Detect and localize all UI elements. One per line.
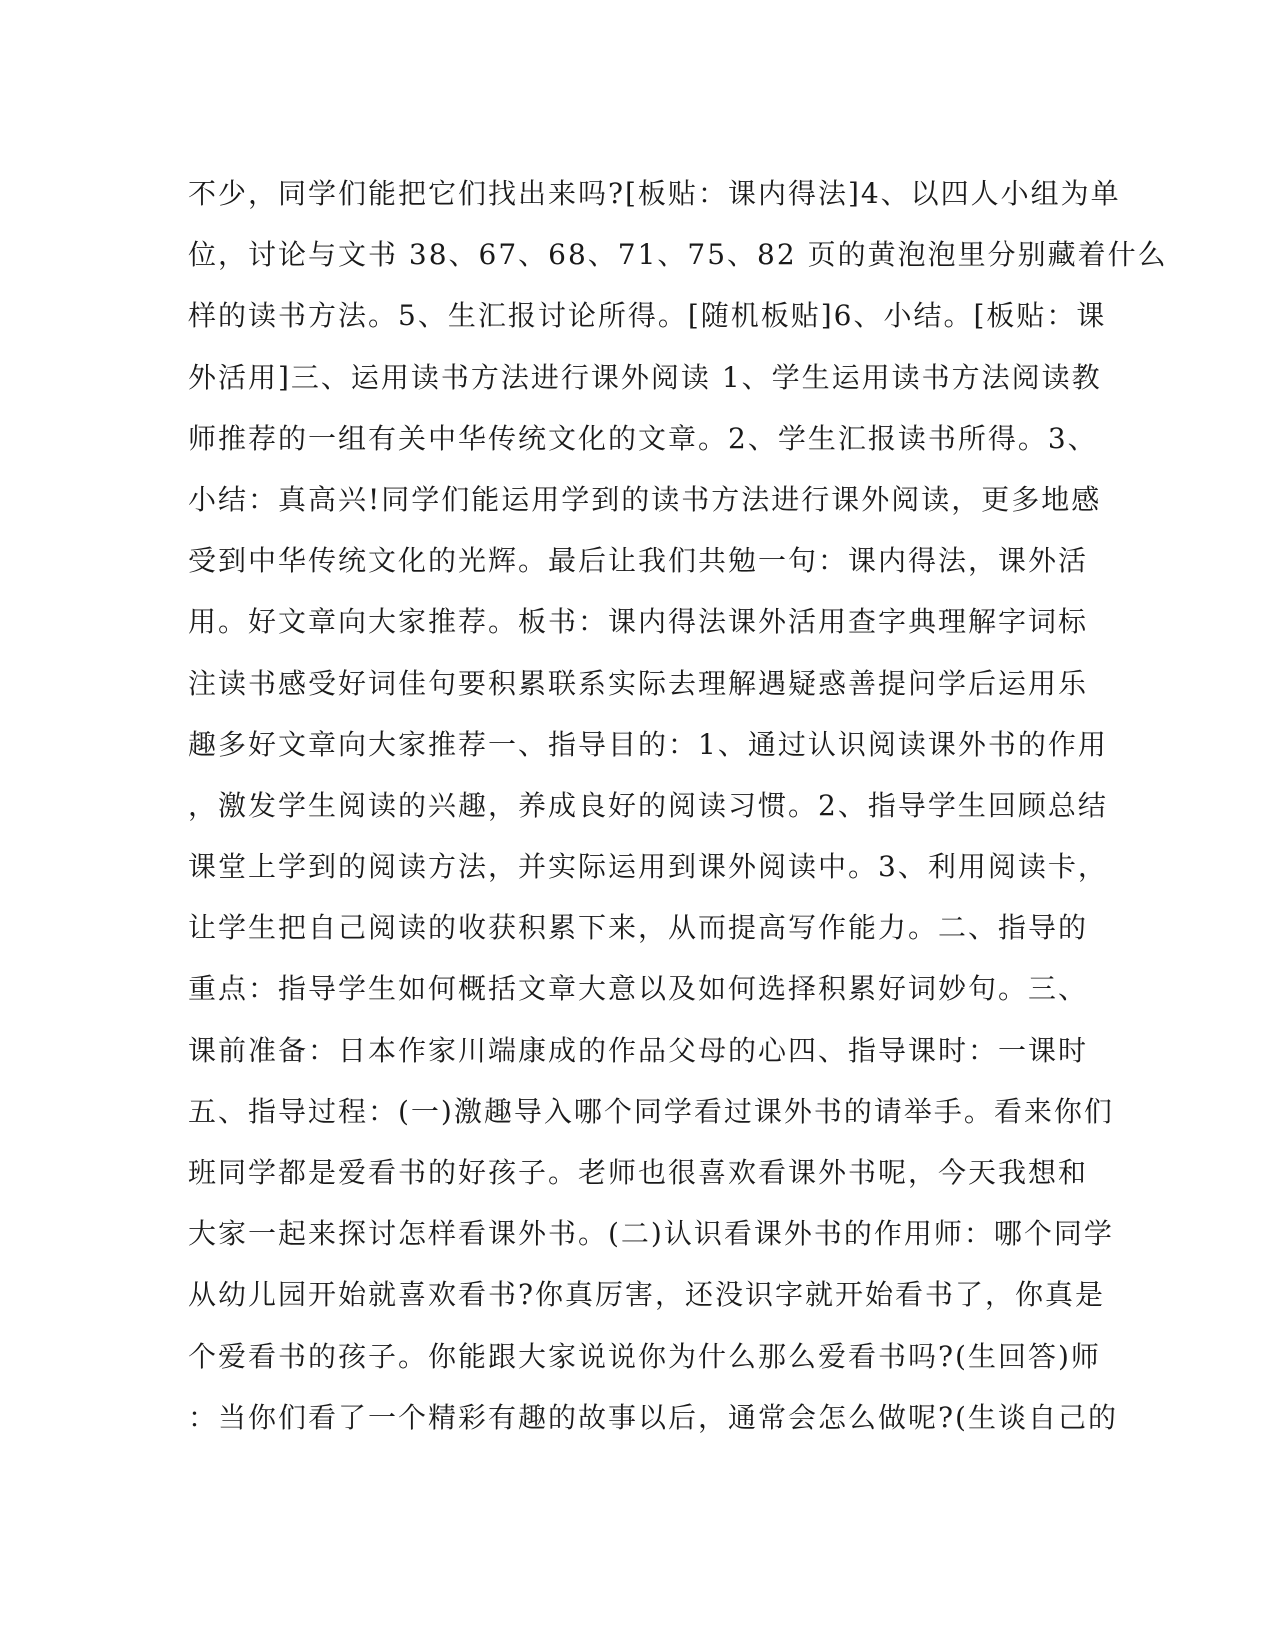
text-line: 重点：指导学生如何概括文章大意以及如何选择积累好词妙句。三、 [188, 972, 1089, 1006]
document-body [188, 163, 1168, 1448]
text-line: 课堂上学到的阅读方法，并实际运用到课外阅读中。3、利用阅读卡， [188, 850, 1108, 884]
text-line: ：当你们看了一个精彩有趣的故事以后，通常会怎么做呢?(生谈自己的 [188, 1400, 1118, 1434]
text-line: 趣多好文章向大家推荐一、指导目的：1、通过认识阅读课外书的作用 [188, 727, 1108, 761]
text-line: 让学生把自己阅读的收获积累下来，从而提高写作能力。二、指导的 [188, 911, 1089, 945]
text-line: 课前准备：日本作家川端康成的作品父母的心四、指导课时：一课时 [188, 1033, 1089, 1067]
text-line: 受到中华传统文化的光辉。最后让我们共勉一句：课内得法，课外活 [188, 544, 1089, 578]
text-line: 五、指导过程：(一)激趣导入哪个同学看过课外书的请举手。看来你们 [188, 1094, 1114, 1128]
text-line: 不少，同学们能把它们找出来吗?[板贴：课内得法]4、以四人小组为单 [188, 177, 1121, 210]
text-line: 班同学都是爱看书的好孩子。老师也很喜欢看课外书呢，今天我想和 [188, 1156, 1089, 1189]
text-line: ，激发学生阅读的兴趣，养成良好的阅读习惯。2、指导学生回顾总结 [188, 788, 1108, 822]
text-line: 用。好文章向大家推荐。板书：课内得法课外活用查字典理解字词标 [188, 605, 1089, 639]
text-line: 位，讨论与文书 38、67、68、71、75、82 页的黄泡泡里分别藏着什么 [188, 238, 1168, 272]
text-line: 小结：真高兴!同学们能运用学到的读书方法进行课外阅读，更多地感 [188, 482, 1102, 516]
text-line: 从幼儿园开始就喜欢看书?你真厉害，还没识字就开始看书了，你真是 [188, 1278, 1106, 1312]
text-line: 师推荐的一组有关中华传统文化的文章。2、学生汇报读书所得。3、 [188, 421, 1098, 455]
text-line: 注读书感受好词佳句要积累联系实际去理解遇疑惑善提问学后运用乐 [188, 666, 1089, 700]
text-line: 个爱看书的孩子。你能跟大家说说你为什么那么爱看书吗?(生回答)师 [188, 1339, 1101, 1373]
text-line: 大家一起来探讨怎样看课外书。(二)认识看课外书的作用师：哪个同学 [188, 1217, 1114, 1251]
text-line: 样的读书方法。5、生汇报讨论所得。[随机板贴]6、小结。[板贴：课 [188, 299, 1107, 333]
text-line: 外活用]三、运用读书方法进行课外阅读 1、学生运用读书方法阅读教 [188, 360, 1102, 394]
